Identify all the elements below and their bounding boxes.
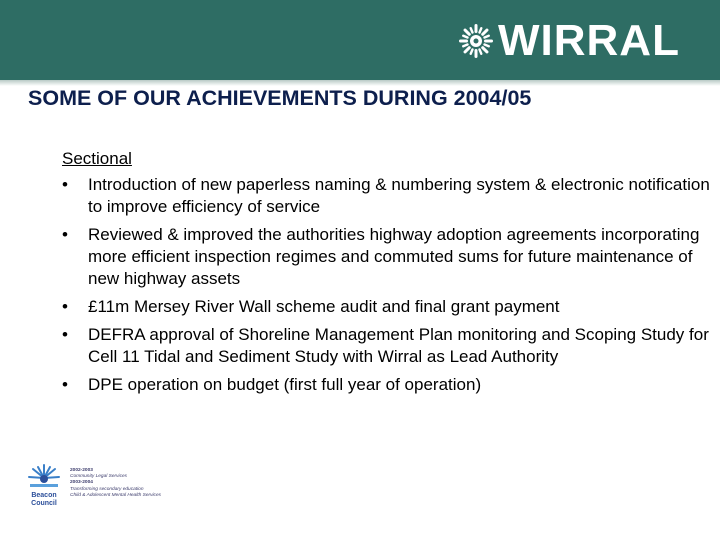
list-item-text: £11m Mersey River Wall scheme audit and final grant payment [88, 297, 560, 316]
beacon-award-list [70, 468, 174, 499]
list-item-text: DEFRA approval of Shoreline Management Plan monitoring and Scoping Study for Cell 11 Tidal and Sediment Study with Wirral as Lead Authority [88, 325, 709, 366]
beacon-award-line: Child & Adolescent Mental Health Services [70, 492, 162, 498]
bullet-marker: • [62, 225, 68, 244]
list-item-text: Introduction of new paperless naming & numbering system & electronic notification to improve efficiency of service [88, 175, 710, 216]
bullet-marker: • [62, 325, 68, 344]
beacon-award-line: Transforming secondary education [70, 486, 144, 492]
list-item [62, 224, 712, 290]
logo-text: WIRRAL [498, 16, 680, 65]
beacon-council-name: Beacon Council [31, 492, 57, 507]
header-band [0, 0, 720, 80]
wirral-starburst-icon [458, 23, 494, 59]
list-item-text: DPE operation on budget (first full year of operation) [88, 375, 482, 394]
wirral-logo[interactable] [458, 18, 680, 64]
section-heading: Sectional [62, 149, 132, 168]
achievement-list [62, 174, 712, 396]
bullet-marker: • [62, 297, 68, 316]
bullet-marker: • [62, 375, 68, 394]
list-item [62, 324, 712, 368]
list-item [62, 296, 712, 318]
page-title: SOME OF OUR ACHIEVEMENTS DURING 2004/05 [28, 86, 532, 110]
bullet-marker: • [62, 175, 68, 194]
list-item-text: Reviewed & improved the authorities highway adoption agreements incorporating more efficient inspection regimes and commuted sums for future maintenance of new highway assets [88, 225, 700, 288]
content-body [62, 148, 712, 402]
beacon-star-icon [24, 462, 64, 492]
list-item [62, 374, 712, 396]
list-item [62, 174, 712, 218]
beacon-award-line: 2003-2004 [70, 480, 93, 486]
beacon-council-logo [24, 462, 64, 518]
beacon-award-line: Community Legal Services [70, 474, 128, 480]
beacon-council-badge [24, 462, 174, 518]
beacon-award-line: 2002-2003 [70, 468, 93, 473]
